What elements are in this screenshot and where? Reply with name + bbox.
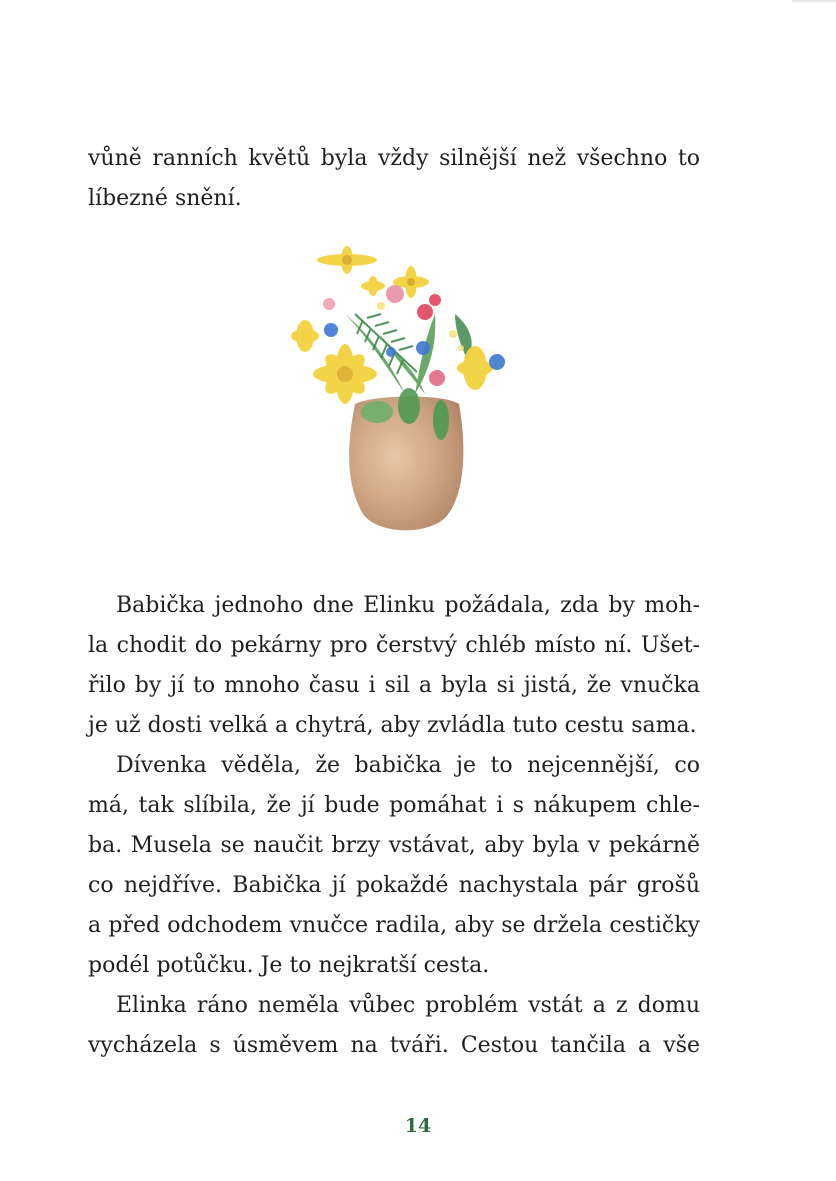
text-line: co nejdříve. Babička jí pokaždé nachystala pár grošů	[88, 873, 700, 898]
text-line: řilo by jí to mnoho času i sil a byla si jistá, že vnučka	[88, 673, 700, 698]
page-edge-line	[792, 0, 836, 2]
page-number: 14	[404, 1115, 432, 1137]
text-line: je už dosti velká a chytrá, aby zvládla tuto cestu sama.	[88, 713, 697, 738]
text-line: Babička jednoho dne Elinku požádala, zda by moh-	[116, 593, 700, 618]
text-line: la chodit do pekárny pro čerstvý chléb místo ní. Ušet-	[88, 633, 700, 658]
text-line: má, tak slíbila, že jí bude pomáhat i s nákupem chle-	[88, 793, 700, 818]
text-line: Elinka ráno neměla vůbec problém vstát a z domu	[116, 993, 700, 1018]
text-line: podél potůčku. Je to nejkratší cesta.	[88, 953, 490, 978]
text-line: ba. Musela se naučit brzy vstávat, aby byla v pekárně	[88, 833, 700, 858]
opening-paragraph	[88, 139, 700, 219]
text-line: vycházela s úsměvem na tváři. Cestou tančila a vše	[88, 1033, 700, 1058]
text-line: vůně ranních květů byla vždy silnější než všechno to	[88, 146, 700, 171]
main-text	[88, 586, 700, 1066]
text-line: Dívenka věděla, že babička je to nejcennější, co	[116, 753, 700, 778]
flower-vase-illustration	[285, 244, 521, 540]
text-line: líbezné snění.	[88, 186, 242, 211]
text-line: a před odchodem vnučce radila, aby se držela cestičky	[88, 913, 700, 938]
